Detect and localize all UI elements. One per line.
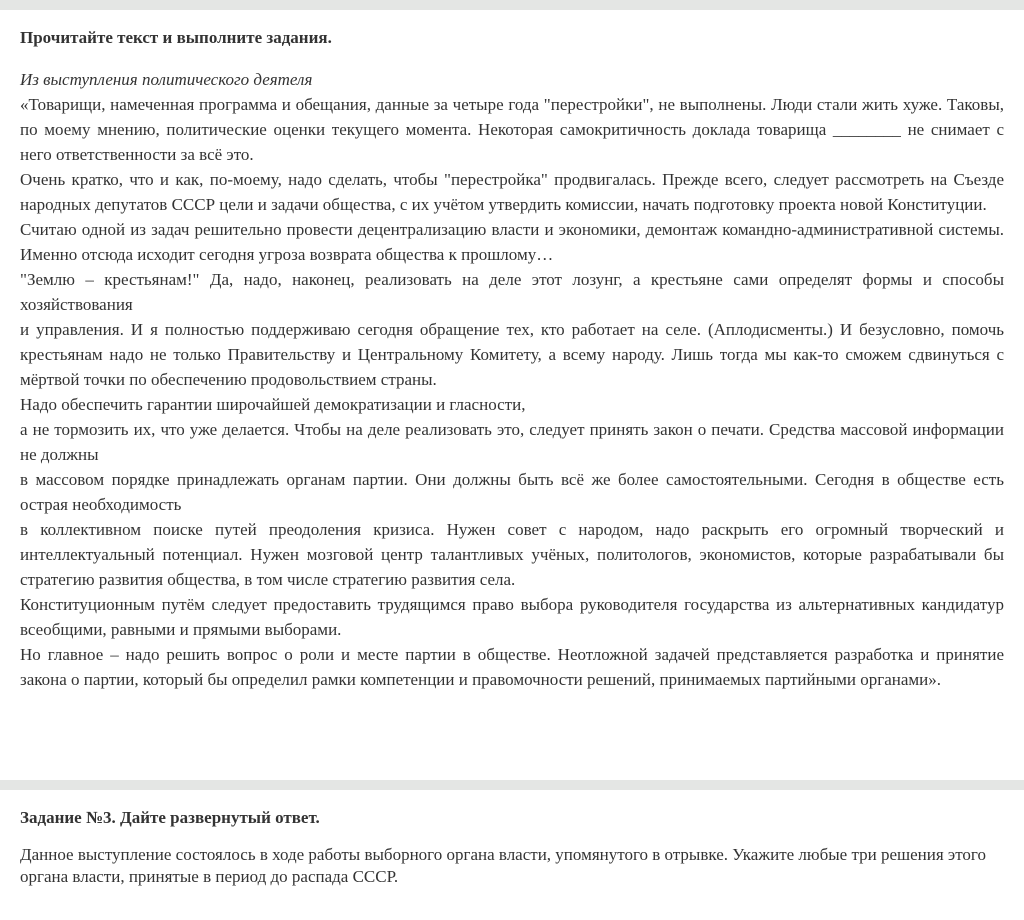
excerpt-paragraph: Считаю одной из задач решительно провести децентрализацию власти и экономики, демонтаж командно-административной системы. Именно отсюда исходит сегодня угроза возврата общества к прошлому… bbox=[20, 220, 1004, 264]
excerpt-paragraph: Но главное – надо решить вопрос о роли и месте партии в обществе. Неотложной задачей представляется разработка и принятие закона о партии, который бы определил рамки компетенции и правомочности решений, принимаемых партийными органами». bbox=[20, 645, 1004, 689]
excerpt-paragraph: Очень кратко, что и как, по-моему, надо сделать, чтобы "перестройка" продвигалась. Прежде всего, следует рассмотреть на Съезде народных депутатов СССР цели и задачи общества, с их учётом утвердить комиссии, начать подготовку проекта новой Конституции. bbox=[20, 170, 1004, 214]
excerpt-paragraph: и управления. И я полностью поддерживаю сегодня обращение тех, кто работает на селе. (Аплодисменты.) И безусловно, помочь крестьянам надо не только Правительству и Центральному Комитету, а всему народу. Лишь тогда мы как-то сможем сдвинуться с мёртвой точки по обеспечению продовольствием страны. bbox=[20, 320, 1004, 389]
excerpt-paragraph: "Землю – крестьянам!" Да, надо, наконец, реализовать на деле этот лозунг, а крестьяне сами определят формы и способы хозяйствования bbox=[20, 270, 1004, 314]
task-text: Данное выступление состоялось в ходе работы выборного органа власти, упомянутого в отрывке. Укажите любые три решения этого органа власти, принятые в период до распада СССР. bbox=[20, 845, 986, 886]
excerpt-paragraph: Конституционным путём следует предоставить трудящимся право выбора руководителя государства из альтернативных кандидатур всеобщими, равными и прямыми выборами. bbox=[20, 595, 1004, 639]
excerpt-paragraph: Надо обеспечить гарантии широчайшей демократизации и гласности, bbox=[20, 395, 526, 414]
section-divider bbox=[0, 780, 1024, 790]
excerpt-paragraph: в коллективном поиске путей преодоления кризиса. Нужен совет с народом, надо раскрыть его огромный творческий и интеллектуальный потенциал. Нужен мозговой центр талантливых учёных, политологов, экономистов, которые разрабатывали бы стратегию развития общества, в том числе стратегию развития села. bbox=[20, 520, 1004, 589]
excerpt-paragraph: а не тормозить их, что уже делается. Чтобы на деле реализовать это, следует принять закон о печати. Средства массовой информации не должны bbox=[20, 420, 1004, 464]
excerpt-paragraph: «Товарищи, намеченная программа и обещания, данные за четыре года "перестройки", не выполнены. Люди стали жить хуже. Таковы, по моему мнению, политические оценки текущего момента. Некоторая самокритичность доклада товарища ________ не снимает с него ответственности за всё это. bbox=[20, 95, 1004, 164]
excerpt-paragraph: в массовом порядке принадлежать органам партии. Они должны быть всё же более самостоятельными. Сегодня в обществе есть острая необходимость bbox=[20, 470, 1004, 514]
task-title: Задание №3. Дайте развернутый ответ. bbox=[20, 808, 320, 827]
section-heading: Прочитайте текст и выполните задания. bbox=[20, 28, 332, 47]
top-divider bbox=[0, 0, 1024, 10]
task-section bbox=[20, 808, 1004, 888]
source-caption: Из выступления политического деятеля bbox=[20, 70, 313, 89]
excerpt-text bbox=[20, 92, 1004, 692]
reading-section bbox=[20, 28, 1004, 692]
